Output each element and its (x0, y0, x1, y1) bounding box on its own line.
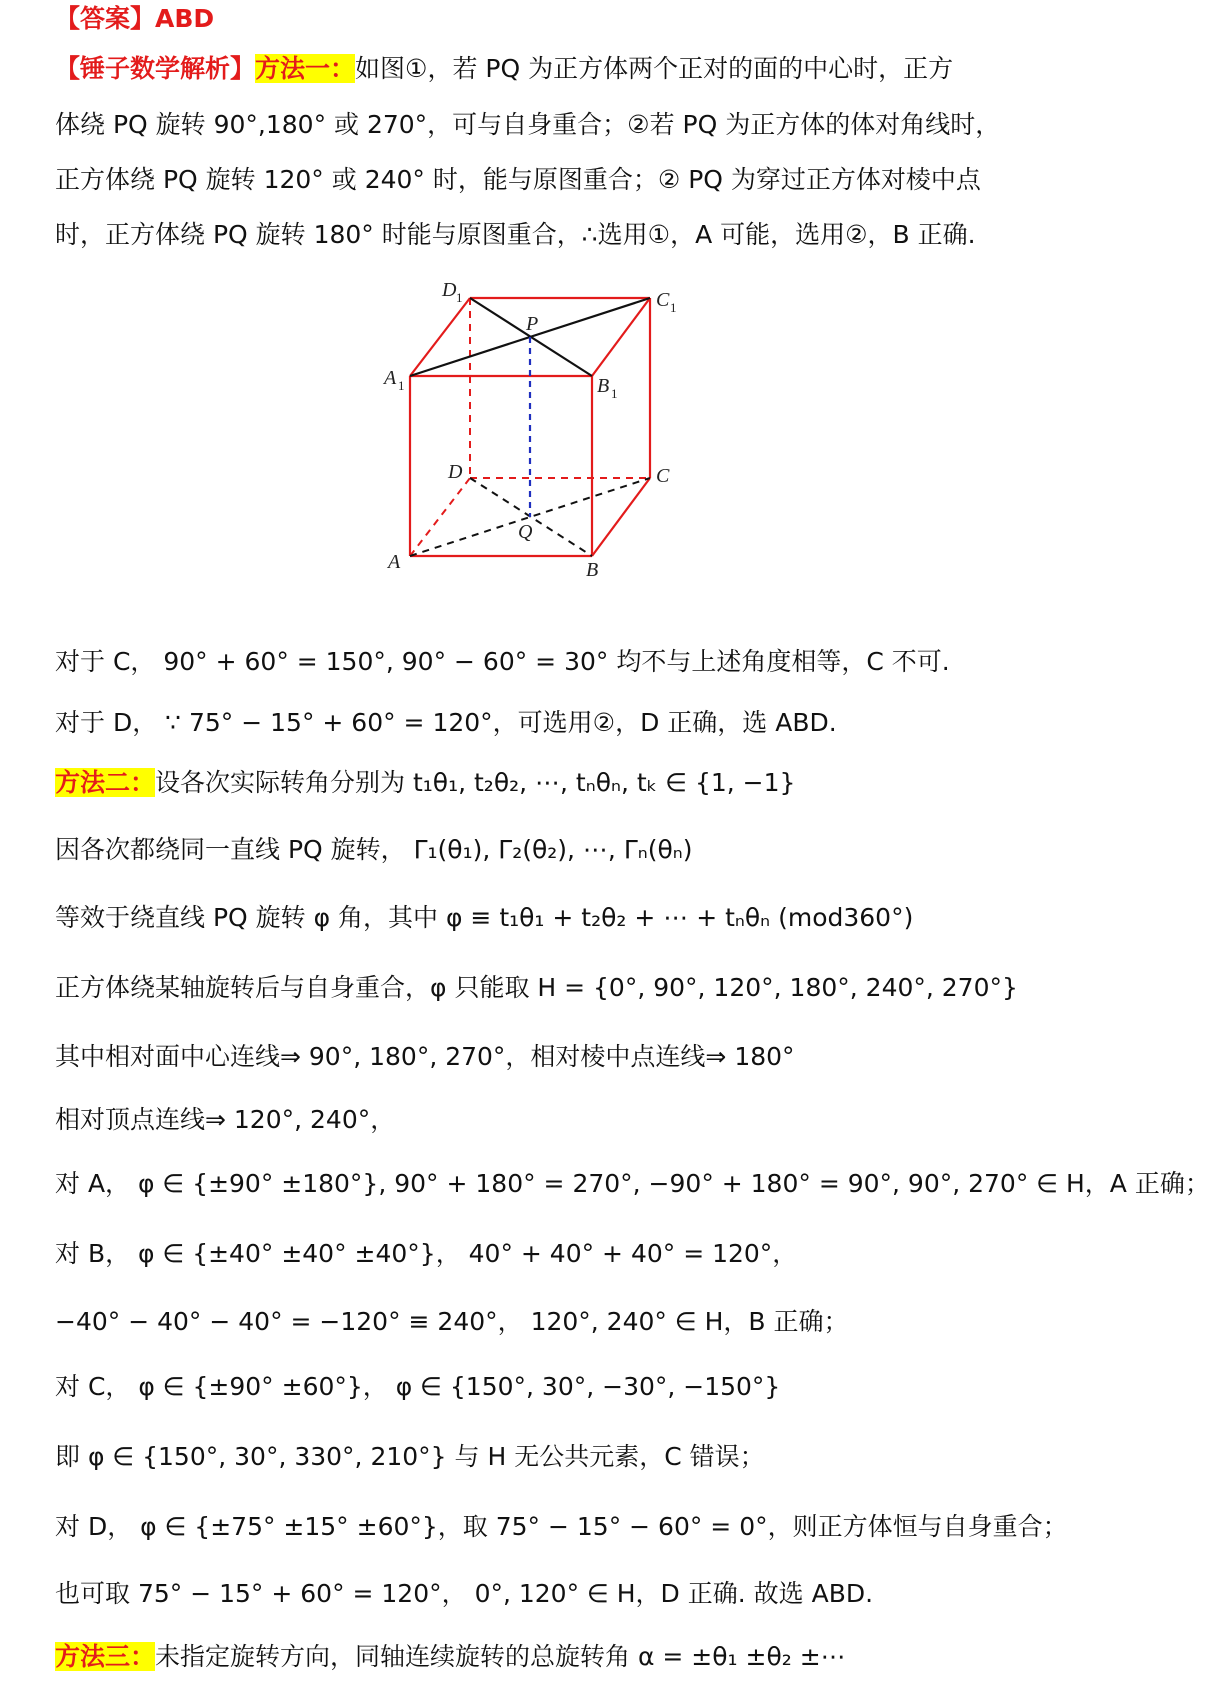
label-d1: D (442, 279, 457, 301)
method2-line12: 对 D， φ ∈ {±75° ±15° ±60°}，取 75° − 15° − 60° = 0°，则正方体恒与自身重合； (55, 1512, 1068, 1541)
method2-line6: 相对顶点连线⇒ 120°, 240°， (55, 1105, 396, 1134)
label-b1: B (597, 375, 610, 397)
method3-label: 方法三： (55, 1642, 156, 1671)
label-c1-sub: 1 (670, 300, 677, 315)
edge-bc (592, 478, 650, 556)
label-d1-sub: 1 (456, 290, 463, 305)
method2-line1 (55, 766, 1050, 800)
method2-line8: 对 B， φ ∈ {±40° ±40° ±40°}， 40° + 40° + 40° = 120°， (55, 1239, 798, 1268)
method2-text-1: 设各次实际转角分别为 t₁θ₁, t₂θ₂, ⋯, tₙθₙ, tₖ ∈ {1, −1} (155, 768, 796, 797)
analysis-tag: 【锤子数学解析】 (55, 54, 256, 83)
label-c1: C (656, 289, 670, 311)
answer-bracket: 【答案】 (55, 4, 156, 33)
method1-label: 方法一： (255, 54, 356, 83)
label-d: D (448, 461, 463, 483)
option-d-line: 对于 D， ∵ 75° − 15° + 60° = 120°，可选用②，D 正确，选 ABD. (55, 708, 837, 737)
label-c: C (656, 465, 670, 487)
method2-line4: 正方体绕某轴旋转后与自身重合，φ 只能取 H = {0°, 90°, 120°, 180°, 240°, 270°} (55, 973, 1018, 1002)
method1-line3: 正方体绕 PQ 旋转 120° 或 240° 时，能与原图重合；② PQ 为穿过正方体对棱中点 (55, 165, 981, 194)
label-q: Q (518, 521, 533, 543)
edge-b1c1 (592, 298, 650, 376)
answer-value: ABD (155, 4, 215, 33)
method3-text-1: 未指定旋转方向，同轴连续旋转的总旋转角 α = ±θ₁ ±θ₂ ±⋯ (155, 1642, 846, 1671)
method2-line2: 因各次都绕同一直线 PQ 旋转， Γ₁(θ₁), Γ₂(θ₂), ⋯, Γₙ(θₙ) (55, 835, 693, 864)
method3-line1 (55, 1640, 1050, 1674)
method2-line5: 其中相对面中心连线⇒ 90°, 180°, 270°，相对棱中点连线⇒ 180° (55, 1042, 795, 1071)
answer-line (55, 2, 1050, 36)
method2-line13: 也可取 75° − 15° + 60° = 120°， 0°, 120° ∈ H，D 正确. 故选 ABD. (55, 1579, 874, 1608)
edge-ad (410, 478, 470, 556)
label-a: A (388, 551, 401, 573)
option-c-line: 对于 C， 90° + 60° = 150°, 90° − 60° = 30° 均不与上述角度相等，C 不可. (55, 647, 950, 676)
method2-line3: 等效于绕直线 PQ 旋转 φ 角，其中 φ ≡ t₁θ₁ + t₂θ₂ + ⋯ + tₙθₙ (mod360°) (55, 903, 914, 932)
edge-a1d1 (410, 298, 470, 376)
method2-label: 方法二： (55, 768, 156, 797)
label-a1: A (384, 367, 397, 389)
method2-line10: 对 C， φ ∈ {±90° ±60°}， φ ∈ {150°, 30°, −30°, −150°} (55, 1372, 781, 1401)
label-b1-sub: 1 (611, 386, 618, 401)
method2-line7: 对 A， φ ∈ {±90° ±180°}, 90° + 180° = 270°, −90° + 180° = 90°, 90°, 270° ∈ H，A 正确； (55, 1169, 1210, 1198)
method1-line4: 时，正方体绕 PQ 旋转 180° 时能与原图重合，∴选用①，A 可能，选用②，B 正确. (55, 220, 976, 249)
label-a1-sub: 1 (398, 378, 405, 393)
method2-line9: −40° − 40° − 40° = −120° ≡ 240°， 120°, 240° ∈ H，B 正确； (55, 1307, 849, 1336)
method1-line1 (55, 52, 1050, 86)
label-p: P (526, 313, 539, 335)
label-b: B (586, 559, 599, 581)
method2-line11: 即 φ ∈ {150°, 30°, 330°, 210°} 与 H 无公共元素，C 错误； (55, 1442, 765, 1471)
method1-text-1: 如图①，若 PQ 为正方体两个正对的面的中心时，正方 (355, 54, 954, 83)
cube-figure (384, 279, 740, 624)
method1-line2: 体绕 PQ 旋转 90°,180° 或 270°，可与自身重合；②若 PQ 为正方体的体对角线时， (55, 110, 1001, 139)
